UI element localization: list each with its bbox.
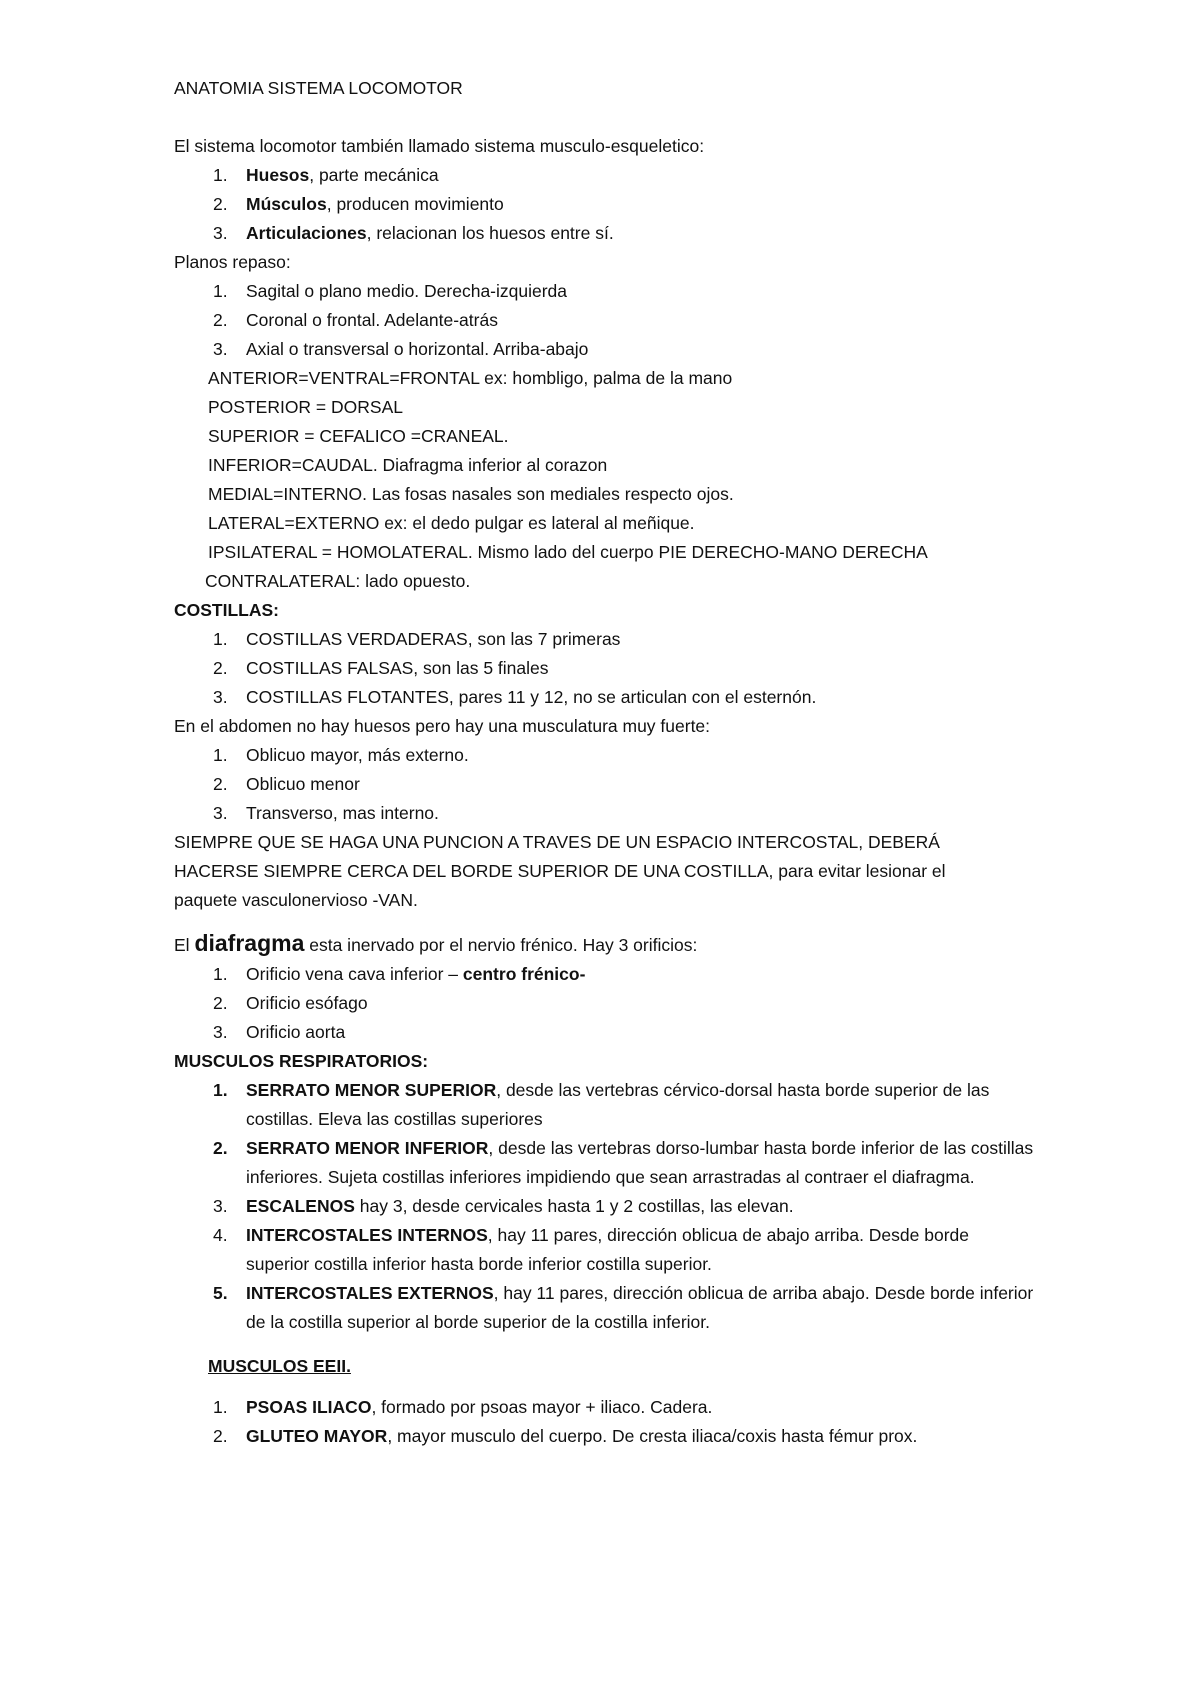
list-suffix: - [579, 964, 586, 984]
list-text: COSTILLAS FALSAS, son las 5 finales [246, 658, 549, 678]
list-text: , mayor musculo del cuerpo. De cresta iliaca/coxis hasta fémur prox. [387, 1426, 918, 1446]
list-number: 2. [213, 774, 228, 794]
list-term: SERRATO MENOR SUPERIOR [246, 1080, 497, 1100]
list-text: , desde las vertebras cérvico-dorsal hasta borde superior de las costillas. Eleva las costillas superiores [246, 1080, 990, 1129]
list-text: COSTILLAS VERDADERAS, son las 7 primeras [246, 629, 621, 649]
list-number: 2. [213, 1426, 228, 1446]
diafragma-post: esta inervado por el nervio frénico. Hay 3 orificios: [304, 935, 698, 955]
list-text: , relacionan los huesos entre sí. [366, 223, 614, 243]
list-item [174, 989, 1034, 1018]
document-title: ANATOMIA SISTEMA LOCOMOTOR [174, 78, 463, 98]
list-item [174, 1192, 1034, 1221]
list-item [174, 799, 1034, 828]
list-text: Transverso, mas interno. [246, 803, 439, 823]
list-term: INTERCOSTALES INTERNOS [246, 1225, 488, 1245]
list-number: 1. [213, 745, 228, 765]
term-line: IPSILATERAL = HOMOLATERAL. Mismo lado del cuerpo PIE DERECHO-MANO DERECHA [208, 542, 928, 562]
list-text: Oblicuo menor [246, 774, 360, 794]
list-text: , formado por psoas mayor + iliaco. Cadera. [371, 1397, 713, 1417]
list-number: 3. [213, 339, 228, 359]
term-line: CONTRALATERAL: lado opuesto. [205, 571, 471, 591]
puncion-line: paquete vasculonervioso -VAN. [174, 890, 418, 910]
list-item [174, 335, 1034, 364]
list-item [174, 625, 1034, 654]
list-number: 1. [213, 165, 228, 185]
list-text: COSTILLAS FLOTANTES, pares 11 y 12, no se articulan con el esternón. [246, 687, 817, 707]
list-number: 2. [213, 310, 228, 330]
list-term: INTERCOSTALES EXTERNOS [246, 1283, 494, 1303]
list-term: GLUTEO MAYOR [246, 1426, 388, 1446]
list-text: , hay 11 pares, dirección oblicua de abajo arriba. Desde borde superior costilla inferior hasta borde inferior costilla superior. [246, 1225, 970, 1274]
diafragma-pre: El [174, 935, 195, 955]
list-item [174, 277, 1034, 306]
list-term: ESCALENOS [246, 1196, 355, 1216]
list-number: 4. [213, 1225, 228, 1245]
list-text: Orificio aorta [246, 1022, 346, 1042]
list-item [174, 219, 1034, 248]
list-term: PSOAS ILIACO [246, 1397, 372, 1417]
term-line: MEDIAL=INTERNO. Las fosas nasales son mediales respecto ojos. [208, 484, 734, 504]
list-item [174, 960, 1034, 989]
respiratorios-heading: MUSCULOS RESPIRATORIOS: [174, 1051, 429, 1071]
list-number: 3. [213, 1022, 228, 1042]
list-number: 3. [213, 687, 228, 707]
list-item [174, 770, 1034, 799]
list-text: , hay 11 pares, dirección oblicua de arriba abajo. Desde borde inferior de la costilla superior al borde superior de la costilla inferior. [246, 1283, 1034, 1332]
list-item [174, 1221, 1034, 1279]
list-number: 5. [213, 1283, 228, 1303]
document-body [174, 74, 1034, 1451]
list-item [174, 1422, 1034, 1451]
list-number: 1. [213, 964, 228, 984]
list-number: 3. [213, 223, 228, 243]
list-text: Sagital o plano medio. Derecha-izquierda [246, 281, 568, 301]
list-item [174, 683, 1034, 712]
list-text: Orificio esófago [246, 993, 368, 1013]
list-item [174, 161, 1034, 190]
list-number: 2. [213, 658, 228, 678]
list-item [174, 190, 1034, 219]
planos-heading: Planos repaso: [174, 252, 291, 272]
list-term: Huesos [246, 165, 310, 185]
list-item [174, 654, 1034, 683]
list-text: Axial o transversal o horizontal. Arriba-abajo [246, 339, 589, 359]
list-term: Músculos [246, 194, 327, 214]
list-item [174, 1076, 1034, 1134]
puncion-line: HACERSE SIEMPRE CERCA DEL BORDE SUPERIOR DE UNA COSTILLA, para evitar lesionar el [174, 861, 946, 881]
list-number: 3. [213, 803, 228, 823]
list-number: 2. [213, 993, 228, 1013]
costillas-heading: COSTILLAS: [174, 600, 279, 620]
intro-paragraph: El sistema locomotor también llamado sistema musculo-esqueletico: [174, 136, 705, 156]
list-text: Orificio vena cava inferior – [246, 964, 463, 984]
list-term: SERRATO MENOR INFERIOR [246, 1138, 489, 1158]
term-line: SUPERIOR = CEFALICO =CRANEAL. [208, 426, 509, 446]
list-item [174, 1279, 1034, 1337]
list-number: 3. [213, 1196, 228, 1216]
list-text: , desde las vertebras dorso-lumbar hasta borde inferior de las costillas inferiores. Sujeta costillas inferiores impidiendo que sean arrastradas al contraer el diafragma. [246, 1138, 1034, 1187]
list-term: Articulaciones [246, 223, 367, 243]
list-text: , parte mecánica [309, 165, 439, 185]
list-item [174, 1393, 1034, 1422]
list-item [174, 741, 1034, 770]
list-item [174, 1018, 1034, 1047]
list-number: 2. [213, 194, 228, 214]
term-line: POSTERIOR = DORSAL [208, 397, 403, 417]
diafragma-term: diafragma [194, 930, 305, 956]
puncion-line: SIEMPRE QUE SE HAGA UNA PUNCION A TRAVES DE UN ESPACIO INTERCOSTAL, DEBERÁ [174, 832, 940, 852]
eeii-heading: MUSCULOS EEII. [208, 1356, 351, 1376]
term-line: LATERAL=EXTERNO ex: el dedo pulgar es lateral al meñique. [208, 513, 695, 533]
list-item [174, 1134, 1034, 1192]
abdomen-heading: En el abdomen no hay huesos pero hay una musculatura muy fuerte: [174, 716, 711, 736]
list-text: Oblicuo mayor, más externo. [246, 745, 469, 765]
term-line: INFERIOR=CAUDAL. Diafragma inferior al corazon [208, 455, 608, 475]
list-text: Coronal o frontal. Adelante-atrás [246, 310, 498, 330]
list-number: 1. [213, 1080, 228, 1100]
list-number: 1. [213, 281, 228, 301]
term-line: ANTERIOR=VENTRAL=FRONTAL ex: hombligo, palma de la mano [208, 368, 733, 388]
diafragma-paragraph [174, 929, 1034, 960]
list-term: centro frénico [462, 964, 580, 984]
list-item [174, 306, 1034, 335]
list-text: , producen movimiento [326, 194, 504, 214]
list-text: hay 3, desde cervicales hasta 1 y 2 costillas, las elevan. [354, 1196, 794, 1216]
list-number: 1. [213, 629, 228, 649]
list-number: 2. [213, 1138, 228, 1158]
list-number: 1. [213, 1397, 228, 1417]
